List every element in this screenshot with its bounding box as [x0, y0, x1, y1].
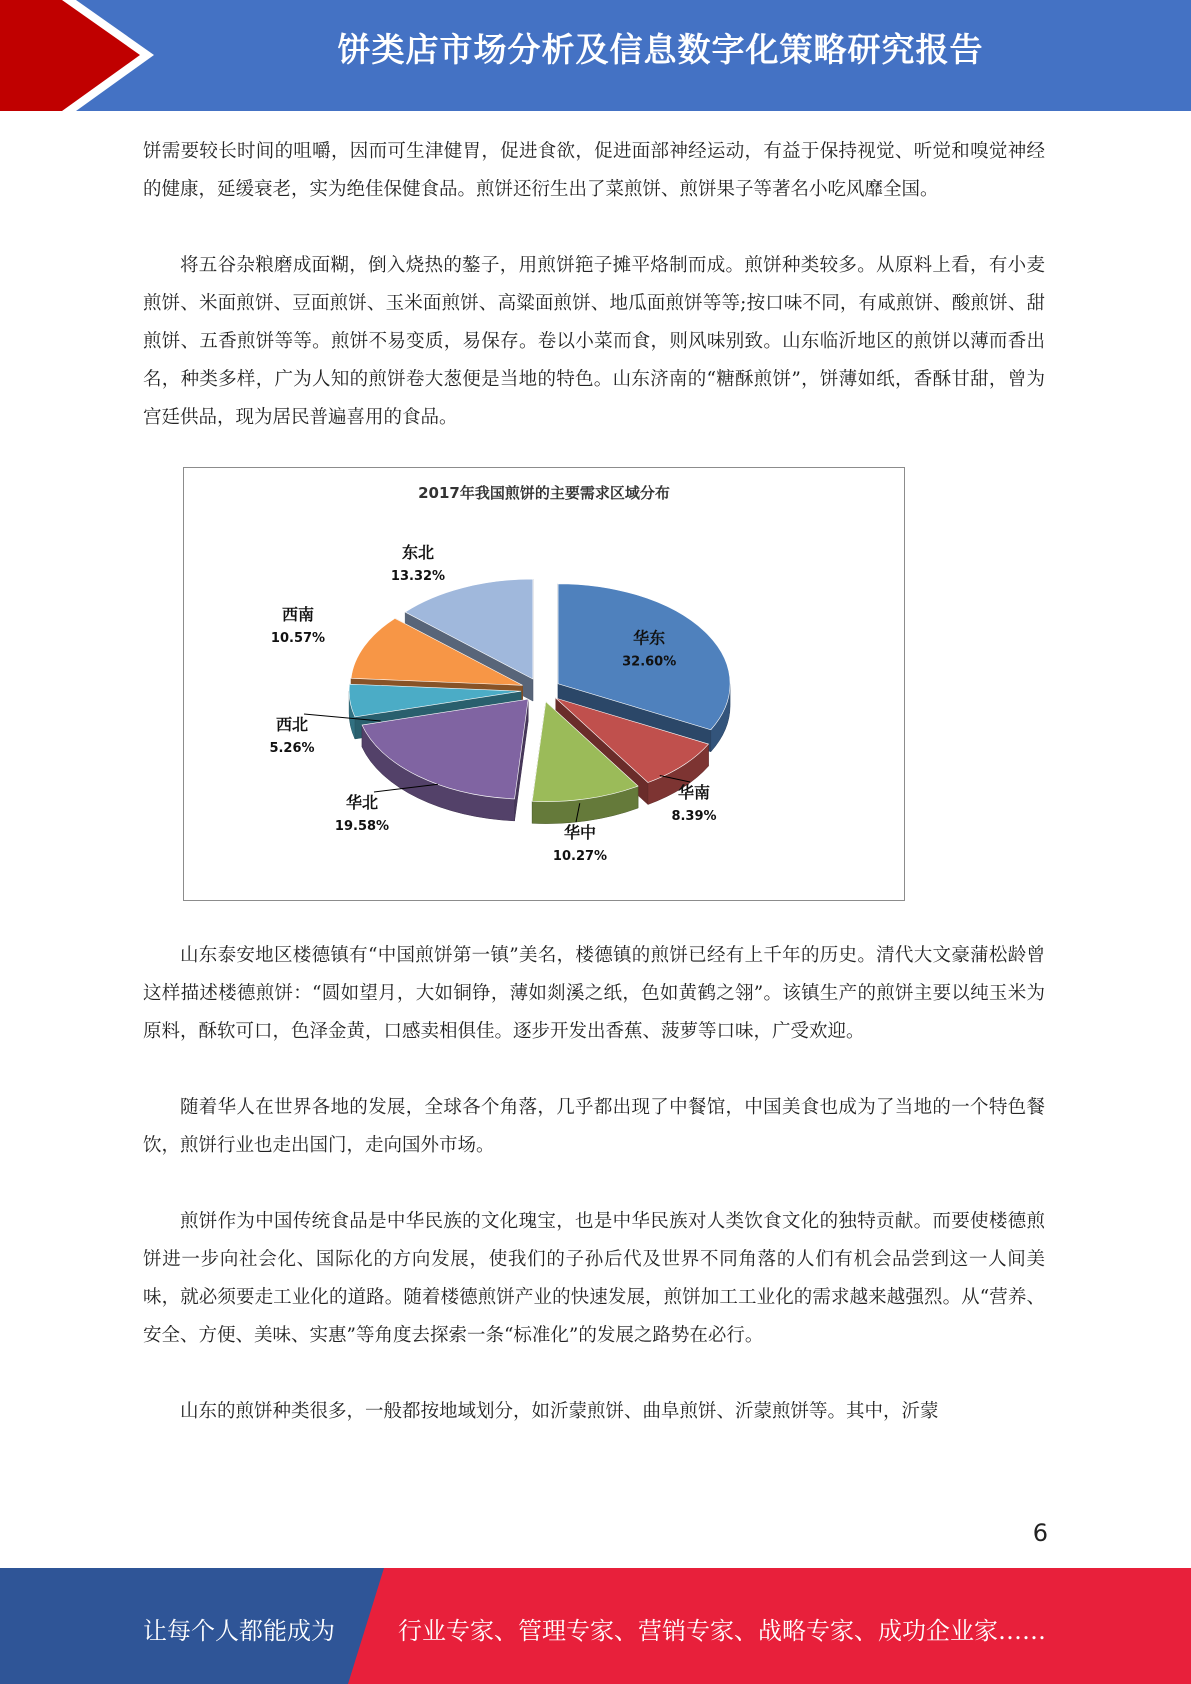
page-content [143, 133, 1045, 1431]
paragraph: 将五谷杂粮磨成面糊，倒入烧热的鏊子，用煎饼筢子摊平烙制而成。煎饼种类较多。从原料上看，有小麦煎饼、米面煎饼、豆面煎饼、玉米面煎饼、高粱面煎饼、地瓜面煎饼等等;按口味不同，有咸煎饼、酸煎饼、甜煎饼、五香煎饼等等。煎饼不易变质，易保存。卷以小菜而食，则风味别致。山东临沂地区的煎饼以薄而香出名，种类多样，广为人知的煎饼卷大葱便是当地的特色。山东济南的“糖酥煎饼”，饼薄如纸，香酥甘甜，曾为宫廷供品，现为居民普遍喜用的食品。 [143, 255, 1045, 428]
chart-title: 2017年我国煎饼的主要需求区域分布 [418, 484, 670, 502]
paragraph: 煎饼作为中国传统食品是中华民族的文化瑰宝，也是中华民族对人类饮食文化的独特贡献。而要使楼德煎饼进一步向社会化、国际化的方向发展，使我们的子孙后代及世界不同角落的人们有机会品尝到这一人间美味，就必须要走工业化的道路。随着楼德煎饼产业的快速发展，煎饼加工工业化的需求越来越强烈。从“营养、安全、方便、美味、实惠”等角度去探索一条“标准化”的发展之路势在必行。 [143, 1211, 1045, 1346]
slice-value-label: 10.27% [552, 849, 608, 864]
page-footer [0, 1568, 1191, 1684]
slice-value-label: 13.32% [390, 569, 446, 584]
pie-chart [183, 467, 905, 901]
slice-name-label: 华东 [633, 628, 666, 648]
slice-value-label: 19.58% [334, 819, 390, 834]
slice-value-label: 32.60% [622, 654, 677, 670]
slice-name-label: 华南 [677, 783, 711, 802]
report-title: 饼类店市场分析及信息数字化策略研究报告 [337, 30, 984, 69]
paragraph: 山东泰安地区楼德镇有“中国煎饼第一镇”美名，楼德镇的煎饼已经有上千年的历史。清代大文豪蒲松龄曾这样描述楼德煎饼：“圆如望月，大如铜铮，薄如剡溪之纸，色如黄鹤之翎”。该镇生产的煎饼主要以纯玉米为原料，酥软可口，色泽金黄，口感卖相俱佳。逐步开发出香蕉、菠萝等口味，广受欢迎。 [143, 945, 1045, 1042]
slice-name-label: 西北 [275, 715, 309, 734]
paragraph: 饼需要较长时间的咀嚼，因而可生津健胃，促进食欲，促进面部神经运动，有益于保持视觉、听觉和嗅觉神经的健康，延缓衰老，实为绝佳保健食品。煎饼还衍生出了菜煎饼、煎饼果子等著名小吃风靡全国。 [143, 141, 1045, 200]
slice-name-label: 东北 [401, 543, 435, 562]
pie-chart-svg [184, 468, 904, 900]
slice-value-label: 5.26% [269, 741, 315, 756]
paragraph: 山东的煎饼种类很多，一般都按地域划分，如沂蒙煎饼、曲阜煎饼、沂蒙煎饼等。其中，沂蒙 [180, 1401, 939, 1422]
footer-slogan-left: 让每个人都能成为 [143, 1617, 335, 1645]
slice-name-label: 西南 [281, 605, 315, 624]
header-arrow-icon [0, 0, 170, 111]
footer-slogan-right: 行业专家、管理专家、营销专家、战略专家、成功企业家…… [398, 1617, 1046, 1645]
paragraph: 随着华人在世界各地的发展，全球各个角落，几乎都出现了中餐馆，中国美食也成为了当地的一个特色餐饮，煎饼行业也走出国门，走向国外市场。 [143, 1097, 1045, 1156]
slice-name-label: 华北 [345, 793, 379, 812]
slice-value-label: 10.57% [270, 631, 326, 646]
slice-name-label: 华中 [563, 823, 597, 842]
page-header [0, 0, 1191, 111]
slice-value-label: 8.39% [671, 809, 717, 824]
page-number: 6 [1032, 1519, 1048, 1547]
